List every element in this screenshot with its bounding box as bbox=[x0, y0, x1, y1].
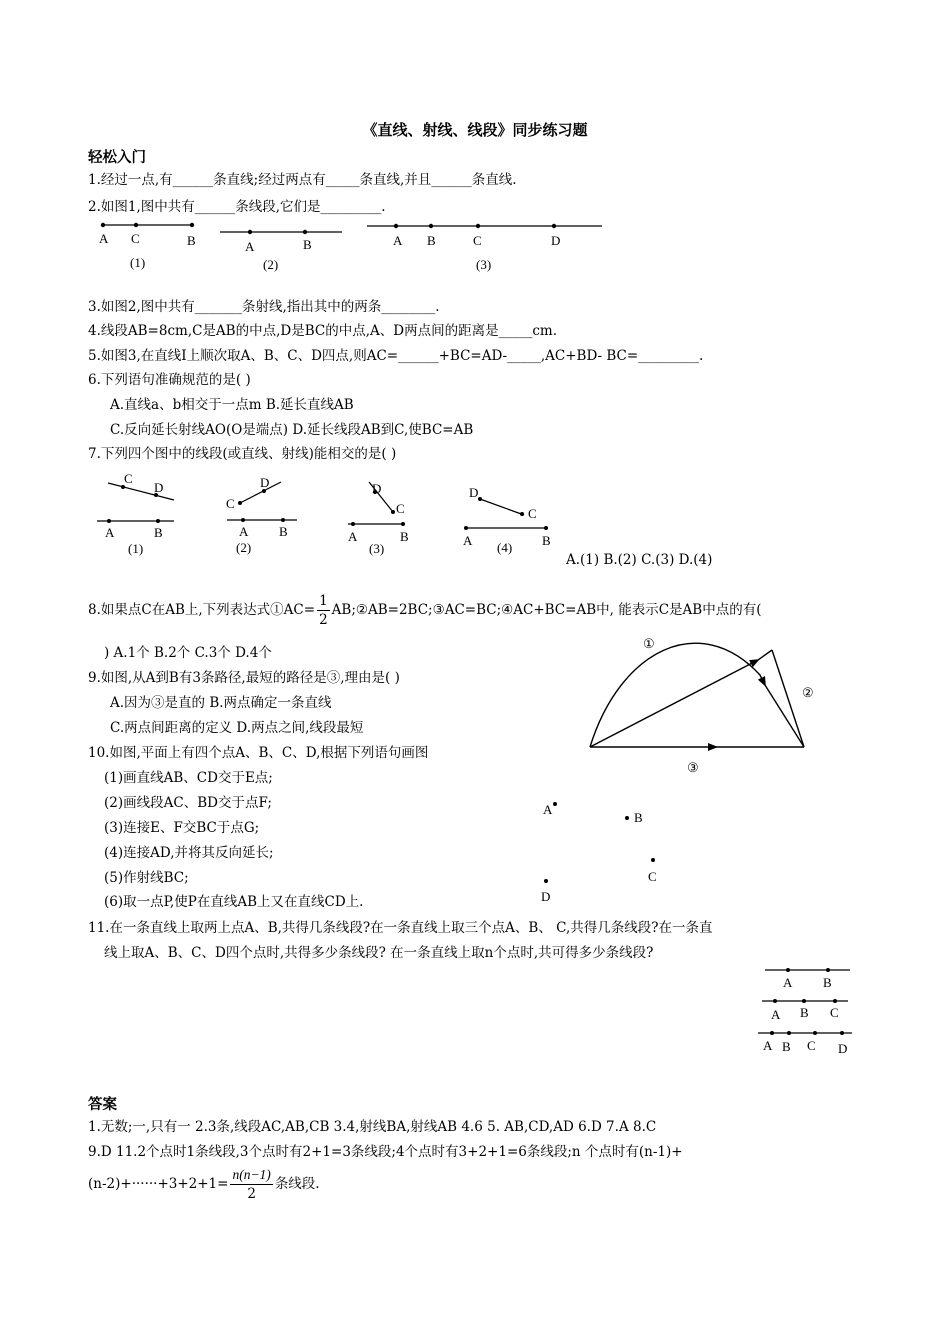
point-label-b: B bbox=[634, 810, 643, 825]
label-b: B bbox=[279, 524, 288, 539]
answers-line-3-text-b: 条线段. bbox=[274, 1176, 320, 1192]
question-3: 3.如图2,图中共有_______条射线,指出其中的两条________. bbox=[88, 299, 440, 315]
point-c bbox=[833, 999, 837, 1003]
answers-heading: 答案 bbox=[88, 1097, 117, 1113]
label-c: C bbox=[131, 231, 140, 246]
label-b: B bbox=[782, 1039, 791, 1054]
label-d: D bbox=[372, 481, 382, 496]
question-7-options: A.(1) B.(2) C.(3) D.(4) bbox=[566, 552, 713, 568]
row-four-points bbox=[758, 1031, 852, 1056]
label-b: B bbox=[187, 233, 196, 248]
figure-caption: (1) bbox=[130, 255, 146, 270]
point-b bbox=[787, 1031, 791, 1035]
label-d: D bbox=[260, 475, 270, 490]
label-a: A bbox=[239, 524, 249, 539]
label-c: C bbox=[830, 1005, 839, 1020]
question-10-step-3: (3)连接E、F交BC于点G; bbox=[104, 820, 260, 836]
label-b: B bbox=[400, 529, 409, 544]
question-6: 6.下列语句准确规范的是( ) bbox=[88, 372, 251, 388]
label-d: D bbox=[838, 1041, 848, 1056]
answers-line-1: 1.无数;一,只有一 2.3条,线段AC,AB,CB 3.4,射线BA,射线AB 4.6 5. AB,CD,AD 6.D 7.A 8.C bbox=[88, 1119, 657, 1135]
question-6-options-cd: C.反向延长射线AO(O是端点) D.延长线段AB到C,使BC=AB bbox=[110, 422, 474, 438]
label-a: A bbox=[393, 233, 403, 248]
question-8-text-b: AB;②AB=2BC;③AC=BC;④AC+BC=AB中, 能表示C是AB中点的有( bbox=[331, 602, 762, 618]
answers-line-2: 9.D 11.2个点时1条线段,3个点时有2+1=3条线段;4个点时有3+2+1=6条线段;n 个点时有(n-1)+ bbox=[88, 1144, 683, 1160]
label-d: D bbox=[154, 480, 164, 495]
point-c bbox=[813, 1031, 817, 1035]
section-heading: 轻松入门 bbox=[88, 150, 146, 166]
row-two-points bbox=[765, 968, 850, 990]
page-title: 《直线、射线、线段》同步练习题 bbox=[362, 121, 588, 139]
question-7: 7.下列四个图中的线段(或直线、射线)能相交的是( ) bbox=[88, 446, 397, 462]
label-b: B bbox=[303, 237, 312, 252]
point-a bbox=[786, 968, 790, 972]
point-d bbox=[840, 1031, 844, 1035]
question-10-step-5: (5)作射线BC; bbox=[104, 870, 189, 886]
question-10-step-2: (2)画线段AC、BD交于点F; bbox=[104, 795, 272, 811]
point-a bbox=[770, 1031, 774, 1035]
question-2: 2.如图1,图中共有______条线段,它们是_________. bbox=[88, 199, 386, 215]
figure-caption: (2) bbox=[236, 540, 252, 555]
figure-caption: (2) bbox=[263, 257, 279, 272]
answers-line-3 bbox=[88, 1166, 320, 1203]
point-label-d: D bbox=[541, 889, 551, 904]
label-b: B bbox=[154, 525, 163, 540]
point-a bbox=[773, 999, 777, 1003]
figure-caption: (1) bbox=[128, 541, 144, 556]
point-b bbox=[826, 968, 830, 972]
question-4: 4.线段AB=8cm,C是AB的中点,D是BC的中点,A、D两点间的距离是_____cm. bbox=[88, 323, 557, 339]
label-c: C bbox=[807, 1038, 816, 1053]
fraction-numerator: 1 bbox=[319, 593, 328, 609]
question-11-line-2: 线上取A、B、C、D四个点时,共得多少条线段? 在一条直线上取n个点时,共可得多少条线段? bbox=[104, 945, 654, 961]
question-10-step-4: (4)连接AD,并将其反向延长; bbox=[104, 845, 274, 861]
point-label-a: A bbox=[543, 802, 553, 817]
question-10: 10.如图,平面上有四个点A、B、C、D,根据下列语句画图 bbox=[88, 745, 429, 761]
question-8-options: ) A.1个 B.2个 C.3个 D.4个 bbox=[104, 645, 272, 661]
label-b: B bbox=[542, 533, 551, 548]
question-9: 9.如图,从A到B有3条路径,最短的路径是③,理由是( ) bbox=[88, 670, 400, 686]
path-label-3: ③ bbox=[687, 760, 699, 775]
point-b bbox=[802, 999, 806, 1003]
label-a: A bbox=[245, 239, 255, 254]
label-a: A bbox=[105, 525, 115, 540]
label-a: A bbox=[771, 1007, 781, 1022]
question-5: 5.如图3,在直线I上顺次取A、B、C、D四点,则AC=______+BC=AD-_____,AC+BD- BC=_________. bbox=[88, 348, 704, 364]
fraction-denominator: 2 bbox=[247, 1186, 256, 1202]
label-c: C bbox=[226, 496, 235, 511]
label-a: A bbox=[463, 533, 473, 548]
fraction-numerator: n(n−1) bbox=[230, 1166, 272, 1185]
label-c: C bbox=[396, 501, 405, 516]
figure-caption: (3) bbox=[369, 541, 385, 556]
path-label-2: ② bbox=[802, 685, 814, 700]
fraction-denominator: 2 bbox=[319, 612, 328, 628]
question-9-options-ab: A.因为③是直的 B.两点确定一条直线 bbox=[110, 695, 332, 711]
label-a: A bbox=[99, 231, 109, 246]
label-c: C bbox=[124, 471, 133, 486]
label-a: A bbox=[348, 529, 358, 544]
figure-caption: (3) bbox=[476, 257, 492, 272]
label-b: B bbox=[823, 975, 832, 990]
label-a: A bbox=[783, 975, 793, 990]
label-a: A bbox=[763, 1038, 773, 1053]
fraction-segment-count bbox=[230, 1166, 272, 1203]
row-three-points bbox=[762, 999, 848, 1022]
question-9-options-cd: C.两点间距离的定义 D.两点之间,线段最短 bbox=[110, 720, 364, 736]
label-b: B bbox=[427, 233, 436, 248]
question-6-options-ab: A.直线a、b相交于一点m B.延长直线AB bbox=[110, 397, 354, 413]
label-d: D bbox=[469, 485, 479, 500]
question-10-step-1: (1)画直线AB、CD交于E点; bbox=[104, 770, 273, 786]
path-label-1: ① bbox=[643, 636, 655, 651]
question-10-step-6: (6)取一点P,使P在直线AB上又在直线CD上. bbox=[104, 894, 364, 910]
label-b: B bbox=[800, 1005, 809, 1020]
answers-line-3-text-a: (n-2)+······+3+2+1= bbox=[88, 1176, 229, 1192]
question-11-line-1: 11.在一条直线上取两上点A、B,共得几条线段?在一条直线上取三个点A、B、 C,共得几条线段?在一条直 bbox=[88, 920, 713, 936]
figure-caption: (4) bbox=[497, 540, 513, 555]
label-c: C bbox=[473, 233, 482, 248]
label-d: D bbox=[551, 233, 561, 248]
point-label-c: C bbox=[648, 869, 657, 884]
question-1: 1.经过一点,有______条直线;经过两点有_____条直线,并且______条直线. bbox=[88, 172, 517, 188]
question-8-text-a: 8.如果点C在AB上,下列表达式①AC= bbox=[88, 602, 316, 618]
label-c: C bbox=[528, 506, 537, 521]
